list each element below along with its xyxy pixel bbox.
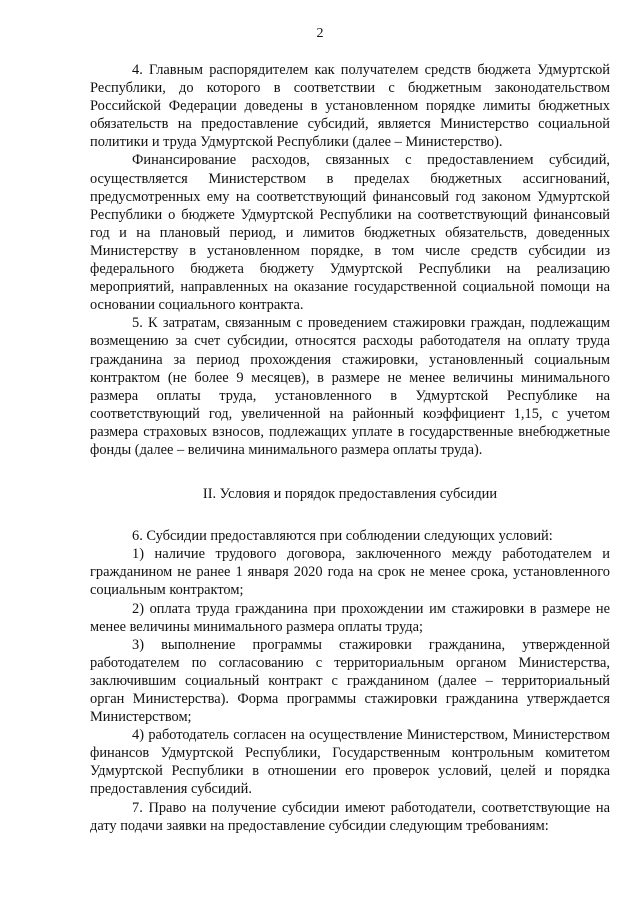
section-heading: II. Условия и порядок предоставления субсидии <box>202 486 498 503</box>
paragraph-item-7: 7. Право на получение субсидии имеют работодатели, соответствующие на дату подачи заявки на предоставление субсидии следующим требованиям: <box>90 799 610 834</box>
paragraph-item-6: 6. Субсидии предоставляются при соблюдении следующих условий: <box>132 528 553 545</box>
document-body <box>90 61 610 835</box>
condition-4: 4) работодатель согласен на осуществление Министерством, Министерством финансов Удмуртской Республики, Государственным контрольным комитетом Удмуртской Республики в отношении его проверок условий, целей и порядка предоставления субсидий. <box>90 727 610 798</box>
condition-3: 3) выполнение программы стажировки гражданина, утвержденной работодателем по согласованию с территориальным органом Министерства, заключившим социальный контракт с гражданином (далее – территориальный орган Министерства). Форма программы стажировки гражданина утверждается Министерством; <box>90 636 610 726</box>
condition-1: 1) наличие трудового договора, заключенного между работодателем и гражданином не ранее 1 января 2020 года на срок не менее срока, установленного социальным контрактом; <box>90 546 610 599</box>
paragraph-item-4: 4. Главным распорядителем как получателем средств бюджета Удмуртской Республики, до которого в соответствии с бюджетным законодательством Российской Федерации доведены в установленном порядке лимиты бюджетных обязательств на предоставление субсидий, является Министерство социальной политики и труда Удмуртской Республики (далее – Министерство). <box>90 62 610 151</box>
page-number: 2 <box>316 26 324 41</box>
condition-2: 2) оплата труда гражданина при прохождении им стажировки в размере не менее величины минимального размера оплаты труда; <box>90 600 610 635</box>
paragraph-financing: Финансирование расходов, связанных с предоставлением субсидий, осуществляется Министерством в пределах бюджетных ассигнований, предусмотренных ему на соответствующий финансовый год законом Удмуртской Республики о бюджете Удмуртской Республики на соответствующий финансовый год и на плановый период, и лимитов бюджетных обязательств, доведенных Министерству в установленном порядке, в том числе средств субсидии из федерального бюджета бюджету Удмуртской Республики на реализацию мероприятий, направленных на оказание государственной социальной помощи на основании социального контракта. <box>90 152 610 314</box>
paragraph-item-5: 5. К затратам, связанным с проведением стажировки граждан, подлежащим возмещению за счет субсидии, относятся расходы работодателя на оплату труда гражданина за период прохождения стажировки, установленный социальным контрактом (не более 9 месяцев), в размере не менее величины минимального размера оплаты труда, установленного в Удмуртской Республике на соответствующий год, увеличенной на районный коэффициент 1,15, с учетом размера страховых взносов, подлежащих уплате в государственные внебюджетные фонды (далее – величина минимального размера оплаты труда). <box>90 315 610 458</box>
